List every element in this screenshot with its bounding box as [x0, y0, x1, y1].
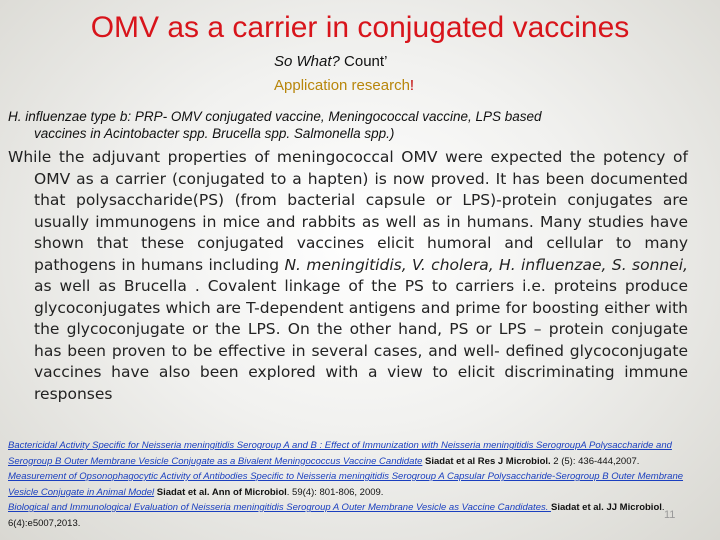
- application-research-label: [274, 76, 574, 96]
- application-bang: !: [409, 77, 415, 94]
- references: [8, 438, 714, 531]
- heading-line-1: H. influenzae type b: PRP- OMV conjugated vaccine, Meningococcal vaccine, LPS based: [8, 109, 542, 124]
- reference-link[interactable]: Biological and Immunological Evaluation of Neisseria meningitidis Serogroup A Outer Membrane Vesicle as Vaccine Candidates.: [8, 502, 552, 513]
- reference-authors: Siadat et al Res J Microbiol.: [422, 455, 551, 467]
- reference-citation: . 59(4): 801-806, 2009.: [286, 486, 384, 498]
- reference-authors: Siadat et al. Ann of Microbiol: [154, 486, 287, 498]
- pathogen-list: N. meningitidis, V. cholera, H. influenzae, S. sonnei,: [284, 255, 688, 274]
- reference-item: [8, 438, 714, 469]
- reference-citation: 2 (5): 436-444,2007.: [550, 455, 640, 467]
- subtitle-question: So What?: [274, 53, 340, 70]
- slide-title: OMV as a carrier in conjugated vaccines: [90, 11, 630, 44]
- body-text: [8, 147, 688, 405]
- application-text: Application research: [274, 77, 410, 94]
- subtitle-rest: Count’: [339, 53, 388, 70]
- heading-line-2: vaccines in Acintobacter spp. Brucella spp. Salmonella spp.): [34, 126, 395, 141]
- reference-item: [8, 500, 714, 531]
- page-number: 11: [664, 509, 676, 521]
- reference-item: [8, 469, 714, 500]
- reference-link[interactable]: Measurement of Opsonophagocytic Activity of Antibodies Specific to Neisseria meningitidis Serogroup A Capsular Polysaccharide-Serogroup B Outer Membrane Vesicle Conjugate in Animal Model: [8, 471, 684, 498]
- subtitle: [274, 52, 574, 72]
- reference-authors: Siadat et al. JJ Microbiol: [551, 502, 662, 513]
- body-text-part-1: While the adjuvant properties of meningococcal OMV were expected the potency of OMV as a carrier (conjugated to a hapten) is now proved. It has been documented that polysaccharide(PS) (from bacterial capsule or LPS)-protein conjugates are usually immunogens in mice and rabbits as well as in humans. Many studies have shown that these conjugated vaccines elicit humoral and cellular to many pathogens in humans including: [8, 148, 688, 274]
- reference-citation: . 6(4):e5007,2013.: [8, 502, 665, 529]
- body-paragraph: [8, 147, 688, 405]
- reference-link[interactable]: Bactericidal Activity Specific for Neisseria meningitidis Serogroup A and B : Effect of Immunization with Neisseria meningitidis SerogroupA Polysaccharide and Serogroup B Outer Membrane Vesicle Conjugate as a Bivalent Meningococcus Vaccine Candidate: [8, 440, 672, 467]
- body-text-part-2: as well as Brucella . Covalent linkage of the PS to carriers i.e. proteins produce glycoconjugates which are T-dependent antigens and prime for boosting either with the glycoconjugate or the LPS. On the other hand, PS or LPS – protein conjugate has been proven to be effective in several cases, and well- defined glycoconjugate vaccines have also been explored with a view to elicit discriminating immune responses: [34, 277, 688, 403]
- vaccine-examples-heading: [8, 108, 698, 142]
